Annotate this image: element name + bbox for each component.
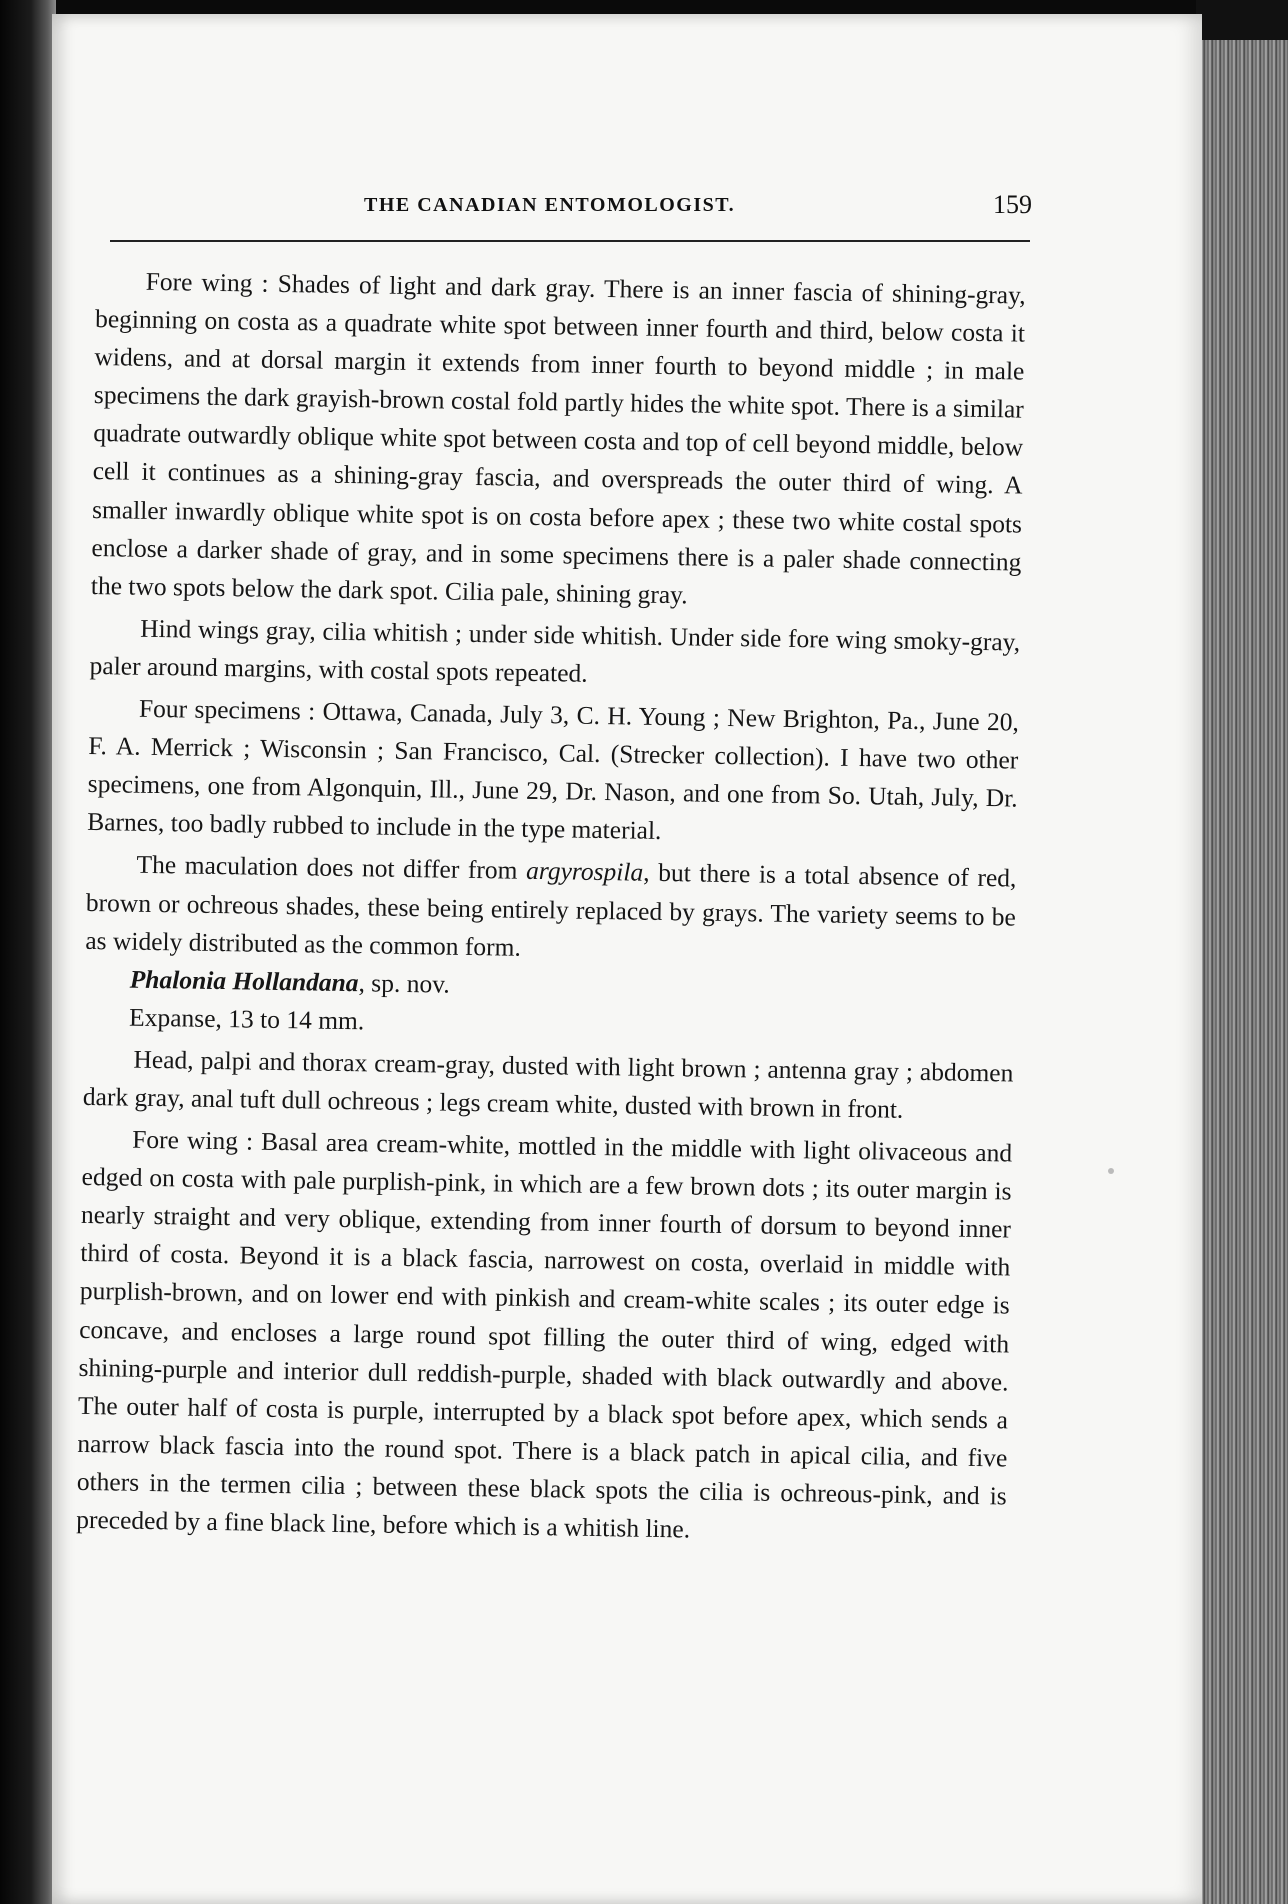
dust-speck xyxy=(1108,1168,1114,1174)
paragraph-maculation xyxy=(85,845,1017,974)
paragraph-head: Head, palpi and thorax cream-gray, dusted with light brown ; antenna gray ; abdomen dark gray, anal tuft dull ochreous ; legs cream white, dusted with brown in front. xyxy=(82,1044,1014,1124)
species-suffix: , sp. nov. xyxy=(358,967,450,999)
paragraph-specimens: Four specimens : Ottawa, Canada, July 3, C. H. Young ; New Brighton, Pa., June 20, F. A. Merrick ; Wisconsin ; San Francisco, Cal. (Strecker collection). I have two other specimens, one from Algonquin, Ill., June 29, Dr. Nason, and one from So. Utah, July, Dr. Barnes, too badly rubbed to include in the type material. xyxy=(86,693,1020,846)
header-rule xyxy=(110,240,1030,242)
paragraph-fore-wing-2: Fore wing : Basal area cream-white, mottled in the middle with light olivaceous and edged on costa with pale purplish-pink, in which are a few brown dots ; its outer margin is nearly straight and very oblique, extending from inner fourth of dorsum to beyond inner third of costa. Beyond it is a black fascia, narrowest on costa, overlaid in middle with purplish-brown, and on lower end with pinkish and cream-white scales ; its outer edge is concave, and encloses a large round spot filling the outer third of wing, edged with shining-purple and interior dull reddish-purple, shaded with black outwardly and above. The outer half of costa is purple, interrupted by a black spot before apex, which sends a narrow black fascia into the round spot. There is a black patch in apical cilia, and five others in the termen cilia ; between these black spots the cilia is ochreous-pink, and is preceded by a fine black line, before which is a whitish line. xyxy=(76,1124,1013,1544)
maculation-text-start: The maculation does not differ from xyxy=(136,850,518,886)
species-reference: argyrospila xyxy=(525,856,644,888)
paragraph-hind-wings: Hind wings gray, cilia whitish ; under side whitish. Under side fore wing smoky-gray, paler around margins, with costal spots repeated. xyxy=(89,613,1021,688)
page-header xyxy=(360,190,1040,230)
running-title: THE CANADIAN ENTOMOLOGIST. xyxy=(364,194,736,216)
paragraph-fore-wing: Fore wing : Shades of light and dark gray. There is an inner fascia of shining-gray, beginning on costa as a quadrate white spot between inner fourth and third, below costa it widens, and at dorsal margin it extends from inner fourth to beyond middle ; in male specimens the dark grayish-brown costal fold partly hides the white spot. There is a similar quadrate outwardly oblique white spot between costa and top of cell beyond middle, below cell it continues as a shining-gray fascia, and overspreads the outer third of wing. A smaller inwardly oblique white spot is on costa before apex ; these two white costal spots enclose a darker shade of gray, and in some specimens there is a paler shade connecting the two spots below the dark spot. Cilia pale, shining gray. xyxy=(90,266,1026,610)
expanse-line: Expanse, 13 to 14 mm. xyxy=(128,1002,365,1036)
binding-shadow-left xyxy=(0,0,56,1904)
page-edges-stack xyxy=(1196,40,1288,1904)
species-name: Phalonia Hollandana xyxy=(129,964,359,997)
page-number: 159 xyxy=(993,190,1032,219)
body-text xyxy=(76,262,1026,1554)
maculation-text-end: , but there is a total absence of red, brown or ochreous shades, these being entirely replaced by grays. The variety seems to be as widely distributed as the common form. xyxy=(85,858,1017,962)
